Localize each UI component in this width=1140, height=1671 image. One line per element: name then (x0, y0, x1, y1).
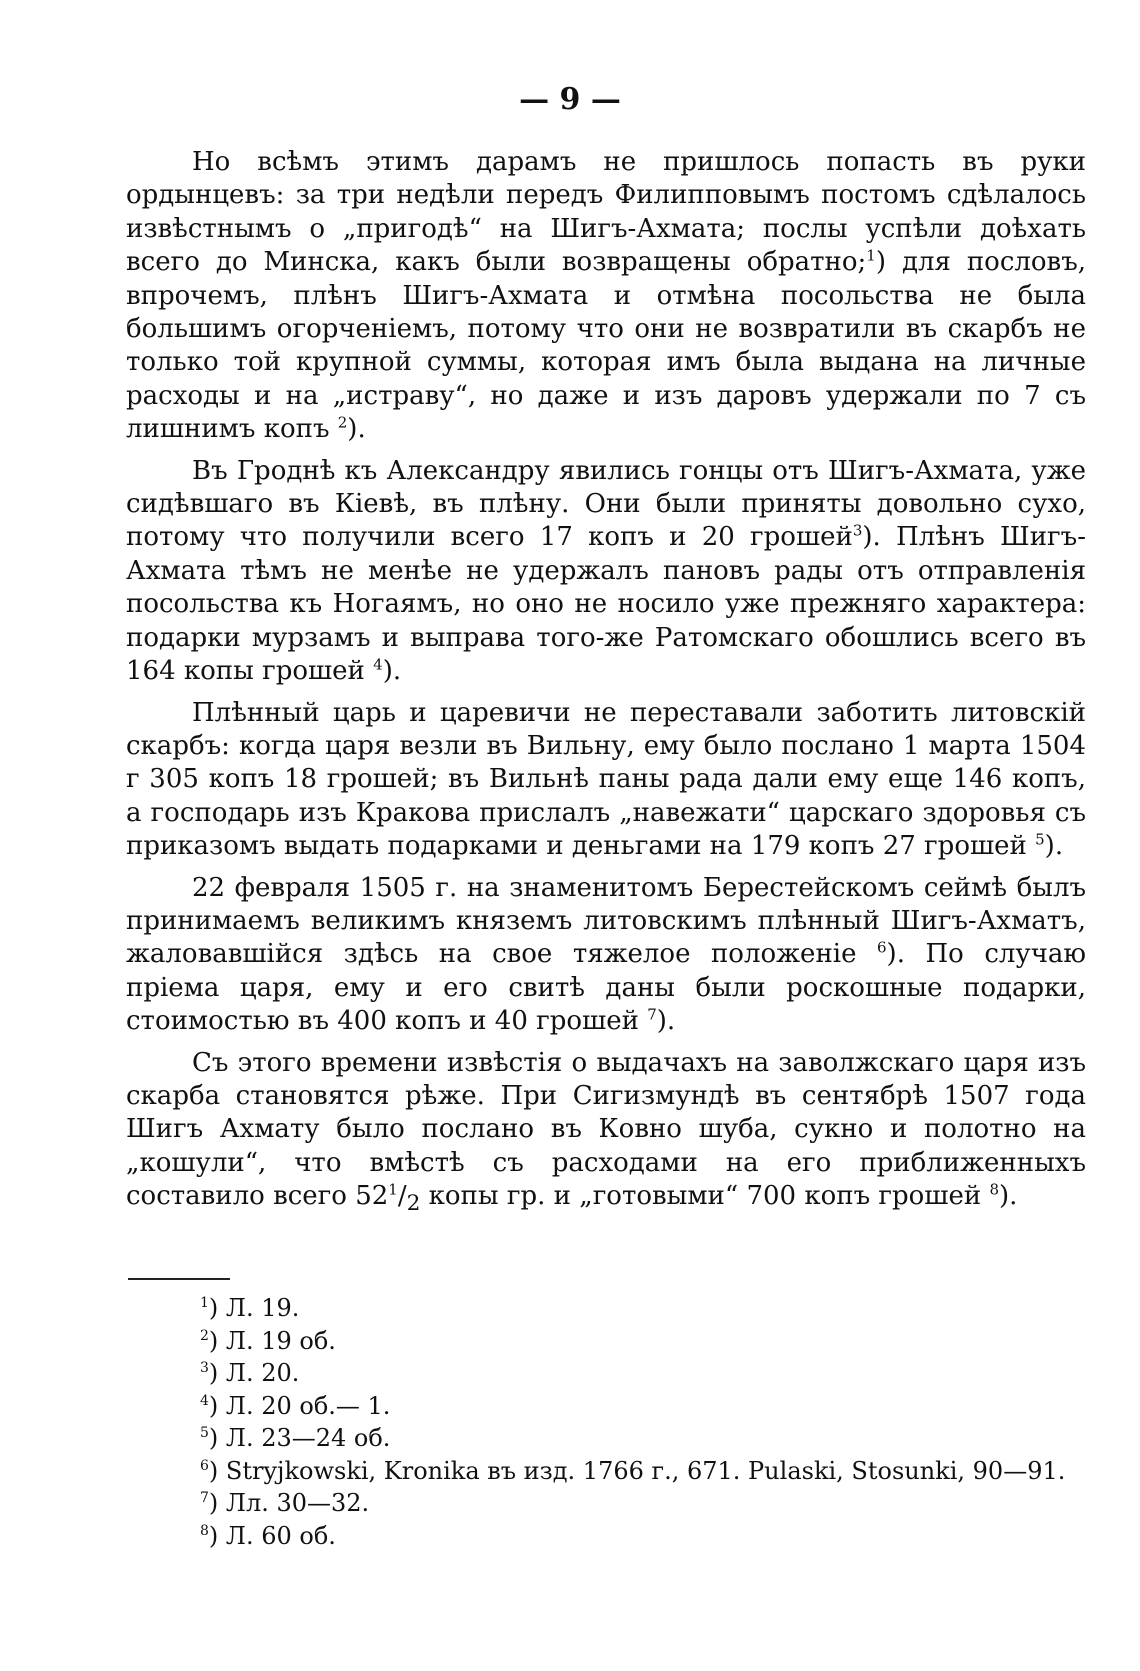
footnote-text: ) Лл. 30—32. (208, 1489, 370, 1517)
footnote-text: ) Л. 19 об. (208, 1326, 336, 1355)
text-run: Въ Гроднѣ къ Александру явились гонцы отъ Шигъ-Ахмата, уже сидѣвшаго въ Кіевѣ, въ плѣну. Они были приняты довольно сухо, потому что получили всего 17 копъ и 20 грошей (126, 455, 1086, 553)
paragraph (126, 697, 1086, 864)
text-run: ). (1044, 831, 1064, 862)
footnote-text: ) Stryjkowski, Kronika въ изд. 1766 г., 671. Pulaski, Stosunki, 90—91. (208, 1456, 1066, 1485)
footnote-mark: 3 (200, 1360, 209, 1376)
paragraph: Съ этого времени извѣстія о выдачахъ на заволжскаго царя изъ скарба становятся рѣже. При Сигизмундѣ въ сентябрѣ 1507 года Шигъ Ахмату было послано въ Ковно шуба, сукно и полотно на „кошули“, что вмѣстѣ съ расходами на его приближенныхъ составило всего $52^1/_2$ копы гр. и „готовыми“ 700 копъ грошей $^8$). (126, 1047, 1086, 1217)
footnote-mark: 4 (200, 1392, 209, 1409)
text-run: 22 февраля 1505 г. на знаменитомъ Берестейскомъ сеймѣ былъ принимаемъ великимъ княземъ литовскимъ плѣнный Шигъ-Ахматъ, жаловавшійся здѣсь на свое тяжелое положеніе (126, 872, 1086, 970)
footnote-item (200, 1325, 1065, 1358)
footnote-divider (128, 1278, 230, 1280)
text-run: ). (862, 522, 881, 553)
fraction-numerator: 1 (388, 1180, 398, 1199)
text-run: ) (875, 247, 886, 278)
footnote-mark: 6 (200, 1457, 209, 1474)
fraction-denominator: 2 (406, 1191, 421, 1217)
footnote-ref: 4 (373, 655, 383, 674)
text-run: копы гр. и „готовыми“ 700 копъ грошей (428, 1181, 982, 1212)
footnote-ref: 8 (989, 1180, 999, 1199)
footnote-item (200, 1292, 1065, 1325)
text-run: Но всѣмъ этимъ дарамъ не пришлось попасть въ руки ордынцевъ: за три недѣли передъ Филипповымъ постомъ сдѣлалось извѣстнымъ о „пригодѣ“ на Шигъ-Ахмата; послы успѣли доѣхать всего до Минска, какъ были возвращены обратно; (126, 147, 1086, 278)
footnote-ref: 3 (852, 521, 863, 540)
footnote-item (200, 1422, 1065, 1455)
footnote-text: ) Л. 19. (208, 1294, 300, 1322)
page-number: — 9 — (519, 82, 621, 117)
text-run: ). (347, 414, 366, 445)
footnote-item (200, 1357, 1065, 1390)
paragraph (126, 872, 1086, 1039)
footnote-ref: 2 (337, 413, 348, 432)
paragraph (126, 455, 1086, 689)
footnote-mark: 1 (200, 1295, 209, 1311)
footnote-text: ) Л. 20. (208, 1359, 300, 1387)
footnote-mark: 7 (200, 1490, 209, 1506)
footnote-item (200, 1520, 1065, 1553)
footnotes (200, 1292, 1065, 1552)
footnote-mark: 8 (200, 1522, 209, 1539)
footnote-item (200, 1487, 1065, 1520)
footnote-text: ) Л. 20 об.— 1. (208, 1391, 391, 1420)
footnote-mark: 2 (200, 1327, 209, 1344)
text-run: Плѣнъ Шигъ-Ахмата тѣмъ не менѣе не удержалъ пановъ рады отъ отправленія посольства къ Ногаямъ, но оно не носило уже прежняго характера: подарки мурзамъ и выправа того-же Ратомскаго обошлись всего въ 164 копы грошей (126, 522, 1086, 687)
footnote-ref: 1 (866, 246, 876, 265)
text-run: Плѣнный царь и царевичи не переставали заботить литовскій скарбъ: когда царя везли въ Вильну, ему было послано 1 марта 1504 г 305 копъ 18 грошей; въ Вильнѣ паны рада дали ему еще 146 копъ, а господарь изъ Кракова прислалъ „навежати“ царскаго здоровья съ приказомъ выдать подарками и деньгами на 179 копъ 27 грошей (126, 697, 1086, 862)
paragraph (126, 146, 1086, 447)
text-run: ). (999, 1181, 1018, 1212)
footnote-text: ) Л. 23—24 об. (208, 1424, 391, 1452)
text-run: ). (382, 656, 402, 687)
text-run: ). (656, 1006, 676, 1037)
text-run: ). (886, 939, 905, 970)
footnote-item (200, 1455, 1065, 1488)
body-text (126, 146, 1086, 1229)
text-run: По случаю пріема царя, ему и его свитѣ даны были роскошные подарки, стоимостью въ 400 копъ и 40 грошей (126, 939, 1087, 1037)
footnote-ref: 6 (877, 938, 887, 957)
footnote-ref: 7 (647, 1005, 657, 1024)
text-run: для пословъ, впрочемъ, плѣнъ Шигъ-Ахмата и отмѣна посольства не была большимъ огорченіемъ, потому что они не возвратили въ скарбъ не только той крупной суммы, которая имъ была выдана на личные расходы и на „истраву“, но даже и изъ даровъ удержали по 7 съ лишнимъ копъ (126, 247, 1086, 445)
text-run: Съ этого времени извѣстія о выдачахъ на заволжскаго царя изъ скарба становятся рѣже. При Сигизмундѣ въ сентябрѣ 1507 года Шигъ Ахмату было послано въ Ковно шуба, сукно и полотно на „кошули“, что вмѣстѣ съ расходами на его приближенныхъ составило всего 52 (126, 1047, 1086, 1212)
footnote-ref: 5 (1035, 830, 1045, 849)
footnote-text: ) Л. 60 об. (208, 1521, 336, 1550)
footnote-mark: 5 (200, 1425, 209, 1441)
footnote-item (200, 1390, 1065, 1423)
